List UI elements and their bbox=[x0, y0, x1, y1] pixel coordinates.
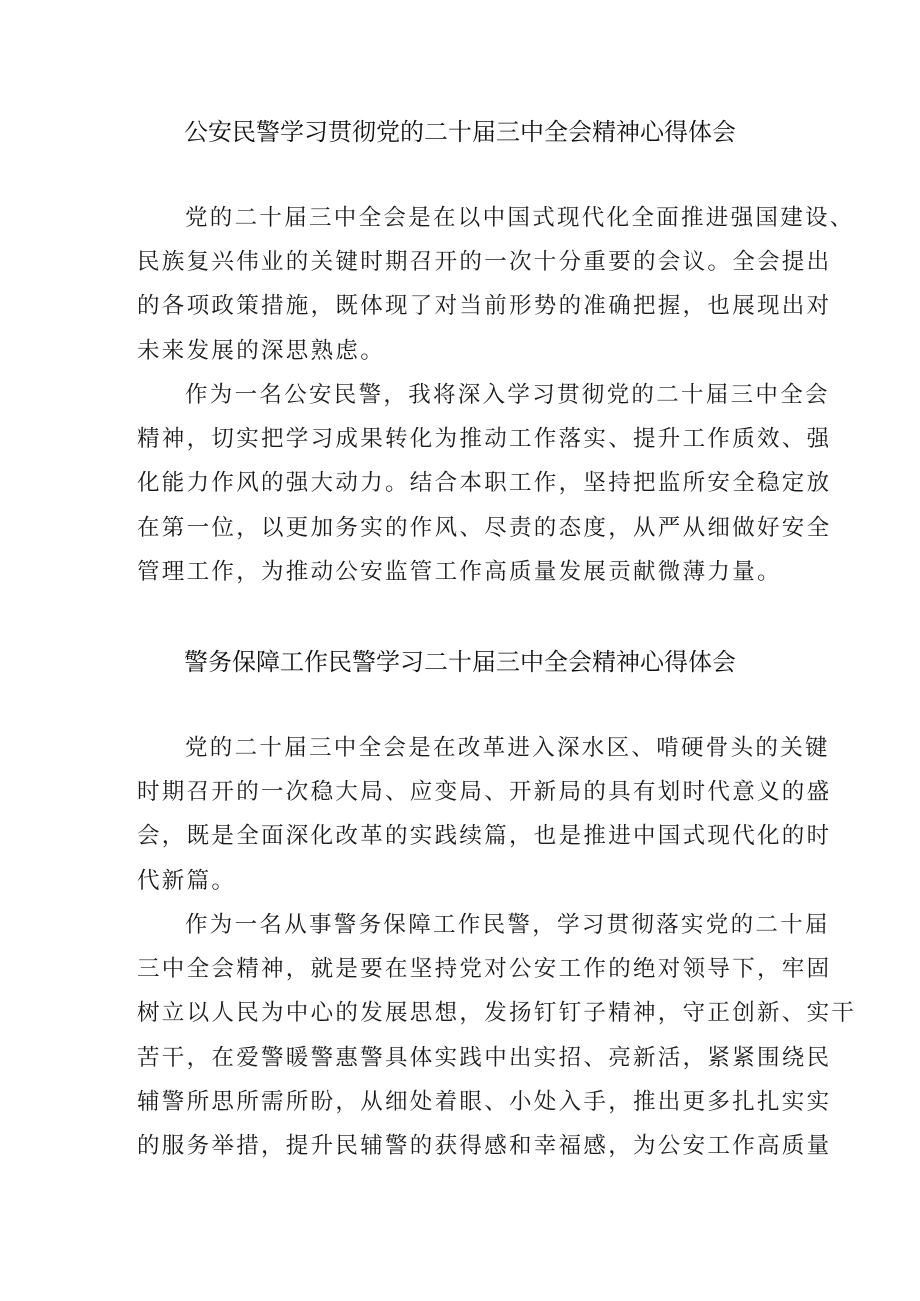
paragraph-line: 在第一位，以更加务实的作风、尽责的态度，从严从细做好安全 bbox=[137, 514, 832, 541]
paragraph-line: 代新篇。 bbox=[137, 867, 237, 894]
paragraph-1-1 bbox=[137, 196, 855, 373]
paragraph-line: 党的二十届三中全会是在以中国式现代化全面推进强国建设、 bbox=[185, 205, 855, 231]
paragraph-line: 时期召开的一次稳大局、应变局、开新局的具有划时代意义的盛 bbox=[137, 779, 832, 806]
paragraph-line: 三中全会精神，就是要在坚持党对公安工作的绝对领导下，牢固 bbox=[137, 956, 832, 983]
paragraph-1-2 bbox=[137, 373, 832, 594]
paragraph-line: 党的二十届三中全会是在改革进入深水区、啃硬骨头的关键 bbox=[185, 735, 830, 761]
paragraph-line: 会，既是全面深化改革的实践续篇，也是推进中国式现代化的时 bbox=[137, 823, 832, 850]
paragraph-line: 管理工作，为推动公安监管工作高质量发展贡献微薄力量。 bbox=[137, 558, 782, 585]
paragraph-line: 苦干，在爱警暖警惠警具体实践中出实招、亮新活，紧紧围绕民 bbox=[137, 1044, 832, 1071]
paragraph-2-1 bbox=[137, 726, 832, 903]
paragraph-line: 树立以人民为中心的发展思想，发扬钉钉子精神，守正创新、实干 bbox=[137, 1000, 857, 1027]
paragraph-line: 精神，切实把学习成果转化为推动工作落实、提升工作质效、强 bbox=[137, 426, 832, 453]
paragraph-2-2 bbox=[137, 903, 857, 1168]
paragraph-line: 作为一名从事警务保障工作民警，学习贯彻落实党的二十届 bbox=[185, 912, 830, 938]
paragraph-line: 作为一名公安民警，我将深入学习贯彻党的二十届三中全会 bbox=[185, 382, 830, 408]
paragraph-line: 民族复兴伟业的关键时期召开的一次十分重要的会议。全会提出 bbox=[137, 249, 832, 276]
paragraph-line: 化能力作风的强大动力。结合本职工作，坚持把监所安全稳定放 bbox=[137, 470, 832, 497]
paragraph-line: 的服务举措，提升民辅警的获得感和幸福感，为公安工作高质量 bbox=[137, 1133, 832, 1160]
paragraph-line: 的各项政策措施，既体现了对当前形势的准确把握，也展现出对 bbox=[137, 293, 832, 320]
section-title-1: 公安民警学习贯彻党的二十届三中全会精神心得体会 bbox=[184, 118, 736, 146]
section-title-2: 警务保障工作民警学习二十届三中全会精神心得体会 bbox=[184, 648, 736, 676]
paragraph-line: 辅警所思所需所盼，从细处着眼、小处入手，推出更多扎扎实实 bbox=[137, 1088, 832, 1115]
paragraph-line: 未来发展的深思熟虑。 bbox=[137, 337, 386, 364]
